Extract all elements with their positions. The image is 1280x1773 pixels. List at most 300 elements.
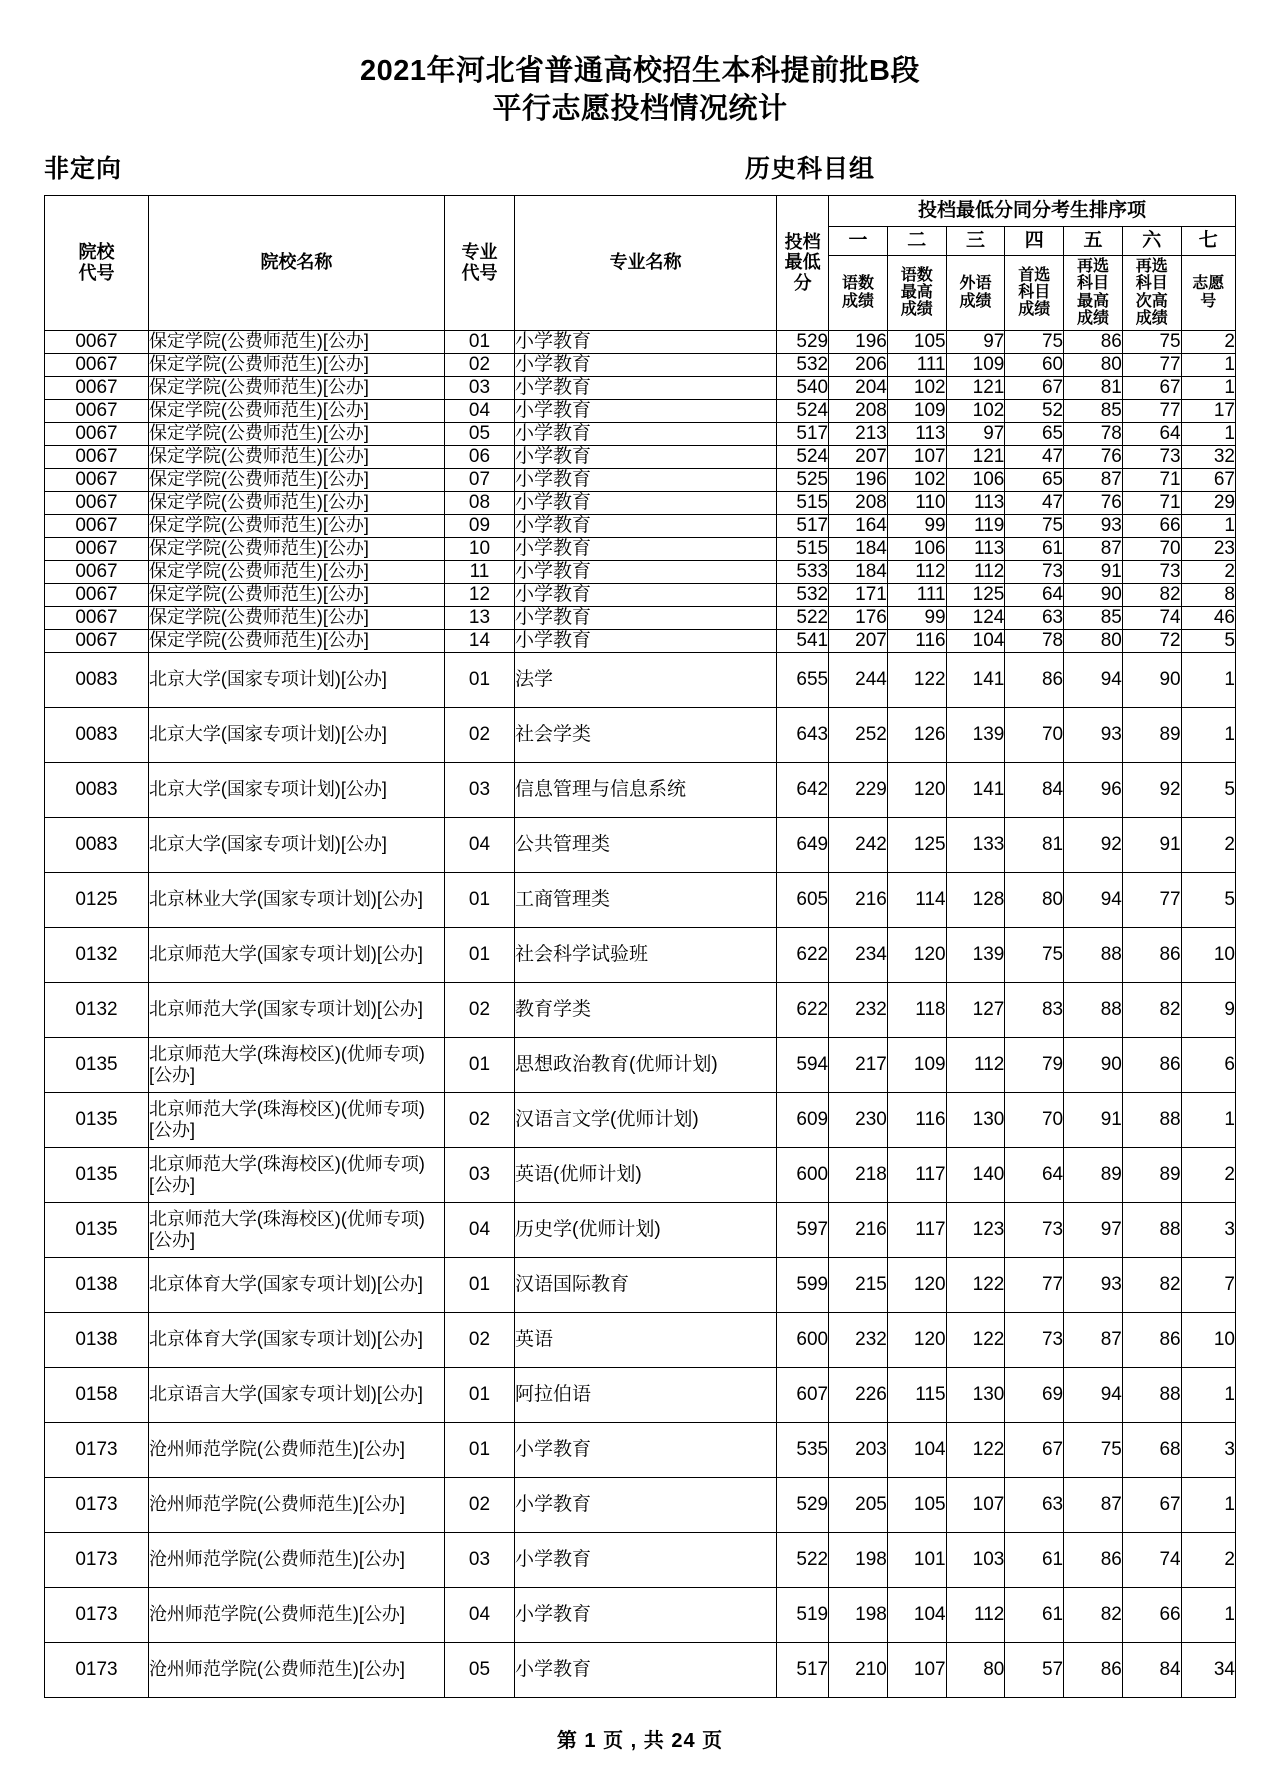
cell-score-reselect-second: 67 (1122, 1477, 1181, 1532)
cell-score-foreign: 112 (946, 1587, 1005, 1642)
title-line-2: 平行志愿投档情况统计 (492, 93, 788, 126)
cell-major-code: 02 (444, 707, 514, 762)
cell-score-yushu: 215 (829, 1257, 888, 1312)
cell-score-first-subject: 61 (1005, 537, 1064, 560)
cell-score-yushu-max: 117 (887, 1202, 946, 1257)
cell-score-reselect-second: 88 (1122, 1367, 1181, 1422)
cell-major-code: 02 (444, 1477, 514, 1532)
col-sub-7-l1: 志愿 (1192, 275, 1225, 293)
col-sub-4-l3: 成绩 (1018, 301, 1051, 319)
cell-major-name: 工商管理类 (515, 872, 777, 927)
cell-score-foreign: 113 (946, 537, 1005, 560)
rank-num-1: 一 (829, 226, 888, 255)
cell-volunteer-number: 46 (1181, 606, 1235, 629)
cell-major-name: 小学教育 (515, 1587, 777, 1642)
cell-score-foreign: 104 (946, 629, 1005, 652)
cell-school-name: 北京师范大学(珠海校区)(优师专项)[公办] (148, 1202, 444, 1257)
cell-score-yushu: 217 (829, 1037, 888, 1092)
cell-score-first-subject: 75 (1005, 330, 1064, 353)
cell-volunteer-number: 6 (1181, 1037, 1235, 1092)
table-row (45, 1587, 1236, 1642)
cell-major-name: 小学教育 (515, 353, 777, 376)
cell-score-yushu: 216 (829, 872, 888, 927)
cell-school-code: 0067 (45, 376, 149, 399)
cell-score-yushu: 213 (829, 422, 888, 445)
col-school-name: 院校名称 (148, 195, 444, 330)
cell-score-reselect-max: 96 (1064, 762, 1123, 817)
cell-score-yushu: 210 (829, 1642, 888, 1697)
cell-score-reselect-max: 76 (1064, 445, 1123, 468)
cell-score-yushu: 229 (829, 762, 888, 817)
cell-major-name: 英语 (515, 1312, 777, 1367)
cell-major-name: 小学教育 (515, 537, 777, 560)
cell-volunteer-number: 1 (1181, 1477, 1235, 1532)
cell-score-yushu: 176 (829, 606, 888, 629)
cell-score-reselect-max: 85 (1064, 606, 1123, 629)
cell-score-yushu-max: 109 (887, 399, 946, 422)
table-row (45, 762, 1236, 817)
cell-score-first-subject: 73 (1005, 560, 1064, 583)
cell-school-code: 0067 (45, 491, 149, 514)
cell-volunteer-number: 5 (1181, 872, 1235, 927)
cell-major-name: 小学教育 (515, 330, 777, 353)
col-sub-5-l4: 成绩 (1076, 309, 1109, 327)
cell-score-reselect-max: 91 (1064, 1092, 1123, 1147)
cell-score-yushu-max: 116 (887, 629, 946, 652)
cell-score-reselect-max: 87 (1064, 1477, 1123, 1532)
cell-major-code: 11 (444, 560, 514, 583)
col-sub-5 (1064, 255, 1123, 330)
cell-min-score: 643 (777, 707, 829, 762)
table-row (45, 982, 1236, 1037)
cell-school-code: 0067 (45, 606, 149, 629)
cell-major-code: 01 (444, 927, 514, 982)
cell-score-reselect-second: 74 (1122, 606, 1181, 629)
cell-major-name: 信息管理与信息系统 (515, 762, 777, 817)
col-sub-2 (887, 255, 946, 330)
cell-major-name: 小学教育 (515, 514, 777, 537)
cell-score-first-subject: 73 (1005, 1202, 1064, 1257)
cell-major-name: 汉语言文学(优师计划) (515, 1092, 777, 1147)
cell-school-name: 保定学院(公费师范生)[公办] (148, 353, 444, 376)
cell-score-foreign: 141 (946, 652, 1005, 707)
cell-score-yushu: 196 (829, 330, 888, 353)
cell-major-code: 02 (444, 982, 514, 1037)
cell-min-score: 517 (777, 422, 829, 445)
cell-school-name: 沧州师范学院(公费师范生)[公办] (148, 1422, 444, 1477)
cell-score-foreign: 122 (946, 1257, 1005, 1312)
cell-school-code: 0083 (45, 762, 149, 817)
table-row (45, 468, 1236, 491)
cell-score-foreign: 119 (946, 514, 1005, 537)
cell-score-reselect-second: 75 (1122, 330, 1181, 353)
cell-school-code: 0138 (45, 1312, 149, 1367)
cell-school-code: 0173 (45, 1477, 149, 1532)
cell-score-yushu-max: 120 (887, 1257, 946, 1312)
cell-volunteer-number: 10 (1181, 927, 1235, 982)
cell-school-name: 沧州师范学院(公费师范生)[公办] (148, 1477, 444, 1532)
cell-score-reselect-second: 71 (1122, 468, 1181, 491)
table-row (45, 1367, 1236, 1422)
cell-score-reselect-max: 87 (1064, 468, 1123, 491)
cell-score-reselect-max: 92 (1064, 817, 1123, 872)
cell-score-yushu-max: 104 (887, 1422, 946, 1477)
cell-min-score: 622 (777, 982, 829, 1037)
cell-score-first-subject: 64 (1005, 583, 1064, 606)
cell-score-reselect-second: 86 (1122, 1312, 1181, 1367)
cell-score-yushu: 205 (829, 1477, 888, 1532)
cell-score-foreign: 112 (946, 1037, 1005, 1092)
cell-major-code: 08 (444, 491, 514, 514)
title-line-1: 2021年河北省普通高校招生本科提前批B段 (360, 55, 920, 87)
cell-school-name: 北京语言大学(国家专项计划)[公办] (148, 1367, 444, 1422)
cell-min-score: 532 (777, 353, 829, 376)
cell-major-name: 小学教育 (515, 1532, 777, 1587)
cell-score-first-subject: 75 (1005, 514, 1064, 537)
cell-score-yushu-max: 106 (887, 537, 946, 560)
cell-major-code: 06 (444, 445, 514, 468)
cell-score-reselect-second: 86 (1122, 927, 1181, 982)
table-header (45, 195, 1236, 330)
cell-school-name: 保定学院(公费师范生)[公办] (148, 606, 444, 629)
cell-major-code: 01 (444, 1037, 514, 1092)
cell-score-foreign: 133 (946, 817, 1005, 872)
col-school-code-l2: 代号 (78, 262, 115, 283)
cell-score-reselect-second: 88 (1122, 1092, 1181, 1147)
cell-min-score: 605 (777, 872, 829, 927)
cell-score-yushu-max: 99 (887, 514, 946, 537)
cell-school-code: 0067 (45, 399, 149, 422)
col-min-score-l1: 投档 (784, 232, 821, 253)
cell-score-reselect-second: 77 (1122, 872, 1181, 927)
table-row (45, 514, 1236, 537)
cell-school-code: 0135 (45, 1147, 149, 1202)
col-school-code-l1: 院校 (78, 242, 115, 263)
cell-score-first-subject: 67 (1005, 376, 1064, 399)
cell-volunteer-number: 10 (1181, 1312, 1235, 1367)
cell-school-name: 北京师范大学(国家专项计划)[公办] (148, 982, 444, 1037)
cell-major-code: 04 (444, 817, 514, 872)
cell-score-reselect-max: 88 (1064, 927, 1123, 982)
cell-major-name: 思想政治教育(优师计划) (515, 1037, 777, 1092)
cell-school-name: 保定学院(公费师范生)[公办] (148, 560, 444, 583)
cell-score-reselect-second: 90 (1122, 652, 1181, 707)
cell-score-reselect-second: 64 (1122, 422, 1181, 445)
cell-major-name: 小学教育 (515, 560, 777, 583)
cell-major-code: 13 (444, 606, 514, 629)
col-major-code-l2: 代号 (461, 262, 498, 283)
cell-volunteer-number: 5 (1181, 762, 1235, 817)
table-row (45, 1147, 1236, 1202)
cell-score-foreign: 109 (946, 353, 1005, 376)
cell-score-reselect-second: 67 (1122, 376, 1181, 399)
cell-school-code: 0132 (45, 927, 149, 982)
table-row (45, 1422, 1236, 1477)
cell-volunteer-number: 1 (1181, 652, 1235, 707)
cell-score-reselect-max: 94 (1064, 652, 1123, 707)
cell-volunteer-number: 2 (1181, 1532, 1235, 1587)
cell-score-first-subject: 65 (1005, 468, 1064, 491)
cell-min-score: 599 (777, 1257, 829, 1312)
cell-score-first-subject: 47 (1005, 491, 1064, 514)
cell-score-foreign: 127 (946, 982, 1005, 1037)
cell-major-code: 01 (444, 872, 514, 927)
cell-major-code: 05 (444, 422, 514, 445)
cell-score-reselect-max: 80 (1064, 629, 1123, 652)
cell-score-first-subject: 80 (1005, 872, 1064, 927)
cell-score-first-subject: 70 (1005, 707, 1064, 762)
cell-score-yushu-max: 104 (887, 1587, 946, 1642)
col-sub-5-l1: 再选 (1076, 258, 1109, 275)
cell-score-yushu: 207 (829, 629, 888, 652)
cell-score-reselect-second: 74 (1122, 1532, 1181, 1587)
cell-score-foreign: 123 (946, 1202, 1005, 1257)
cell-score-reselect-max: 86 (1064, 1642, 1123, 1697)
cell-score-foreign: 130 (946, 1092, 1005, 1147)
cell-major-name: 小学教育 (515, 491, 777, 514)
cell-major-name: 小学教育 (515, 422, 777, 445)
cell-score-yushu: 204 (829, 376, 888, 399)
cell-school-name: 北京体育大学(国家专项计划)[公办] (148, 1312, 444, 1367)
col-sub-7 (1181, 255, 1235, 330)
cell-score-reselect-max: 85 (1064, 399, 1123, 422)
cell-score-yushu-max: 120 (887, 927, 946, 982)
cell-school-code: 0067 (45, 468, 149, 491)
cell-volunteer-number: 67 (1181, 468, 1235, 491)
cell-min-score: 524 (777, 399, 829, 422)
col-sub-4-l1: 首选 (1018, 266, 1051, 284)
cell-major-code: 03 (444, 1147, 514, 1202)
cell-min-score: 529 (777, 1477, 829, 1532)
table-row (45, 560, 1236, 583)
cell-volunteer-number: 2 (1181, 817, 1235, 872)
cell-score-yushu-max: 102 (887, 468, 946, 491)
cell-school-code: 0173 (45, 1587, 149, 1642)
cell-school-name: 保定学院(公费师范生)[公办] (148, 583, 444, 606)
cell-school-code: 0067 (45, 445, 149, 468)
col-sub-1 (829, 255, 888, 330)
cell-score-foreign: 103 (946, 1532, 1005, 1587)
cell-school-name: 北京大学(国家专项计划)[公办] (148, 707, 444, 762)
cell-score-reselect-second: 86 (1122, 1037, 1181, 1092)
col-sub-2-l1: 语数 (900, 266, 933, 284)
col-sub-1-l2: 成绩 (841, 292, 874, 310)
cell-score-first-subject: 81 (1005, 817, 1064, 872)
cell-score-yushu-max: 120 (887, 762, 946, 817)
cell-min-score: 522 (777, 606, 829, 629)
cell-volunteer-number: 2 (1181, 560, 1235, 583)
cell-score-yushu: 234 (829, 927, 888, 982)
cell-school-code: 0173 (45, 1422, 149, 1477)
cell-score-foreign: 128 (946, 872, 1005, 927)
table-row (45, 817, 1236, 872)
table-row (45, 1257, 1236, 1312)
cell-major-code: 02 (444, 353, 514, 376)
cell-major-code: 09 (444, 514, 514, 537)
cell-score-reselect-second: 89 (1122, 1147, 1181, 1202)
cell-score-yushu: 226 (829, 1367, 888, 1422)
col-group-tiebreak: 投档最低分同分考生排序项 (829, 195, 1236, 226)
cell-score-first-subject: 79 (1005, 1037, 1064, 1092)
cell-score-reselect-second: 72 (1122, 629, 1181, 652)
cell-major-code: 03 (444, 762, 514, 817)
cell-score-first-subject: 75 (1005, 927, 1064, 982)
cell-score-foreign: 130 (946, 1367, 1005, 1422)
col-sub-7-l2: 号 (1200, 292, 1217, 310)
cell-score-reselect-max: 88 (1064, 982, 1123, 1037)
cell-major-code: 14 (444, 629, 514, 652)
cell-score-yushu: 232 (829, 1312, 888, 1367)
col-major-code (444, 195, 514, 330)
cell-score-first-subject: 47 (1005, 445, 1064, 468)
cell-major-code: 03 (444, 1532, 514, 1587)
cell-min-score: 622 (777, 927, 829, 982)
table-row (45, 330, 1236, 353)
cell-score-reselect-second: 77 (1122, 353, 1181, 376)
cell-score-first-subject: 63 (1005, 606, 1064, 629)
cell-major-code: 01 (444, 652, 514, 707)
cell-score-first-subject: 77 (1005, 1257, 1064, 1312)
table-row (45, 422, 1236, 445)
cell-school-name: 保定学院(公费师范生)[公办] (148, 422, 444, 445)
cell-score-reselect-second: 91 (1122, 817, 1181, 872)
cell-volunteer-number: 1 (1181, 353, 1235, 376)
cell-score-foreign: 97 (946, 330, 1005, 353)
cell-volunteer-number: 3 (1181, 1422, 1235, 1477)
col-sub-4 (1005, 255, 1064, 330)
cell-score-foreign: 121 (946, 445, 1005, 468)
cell-school-name: 北京师范大学(珠海校区)(优师专项)[公办] (148, 1037, 444, 1092)
cell-score-reselect-second: 88 (1122, 1202, 1181, 1257)
cell-major-name: 小学教育 (515, 399, 777, 422)
cell-min-score: 525 (777, 468, 829, 491)
cell-min-score: 609 (777, 1092, 829, 1147)
table-row (45, 491, 1236, 514)
cell-min-score: 535 (777, 1422, 829, 1477)
cell-major-code: 01 (444, 330, 514, 353)
cell-volunteer-number: 1 (1181, 514, 1235, 537)
table-row (45, 537, 1236, 560)
cell-school-code: 0067 (45, 330, 149, 353)
cell-school-code: 0083 (45, 817, 149, 872)
cell-score-foreign: 139 (946, 927, 1005, 982)
cell-volunteer-number: 3 (1181, 1202, 1235, 1257)
cell-score-first-subject: 64 (1005, 1147, 1064, 1202)
cell-min-score: 522 (777, 1532, 829, 1587)
cell-school-name: 保定学院(公费师范生)[公办] (148, 491, 444, 514)
cell-score-yushu: 184 (829, 560, 888, 583)
cell-school-code: 0067 (45, 629, 149, 652)
cell-score-first-subject: 57 (1005, 1642, 1064, 1697)
table-row (45, 1092, 1236, 1147)
cell-min-score: 515 (777, 491, 829, 514)
cell-school-code: 0158 (45, 1367, 149, 1422)
cell-school-name: 保定学院(公费师范生)[公办] (148, 445, 444, 468)
cell-score-yushu-max: 122 (887, 652, 946, 707)
cell-score-yushu: 196 (829, 468, 888, 491)
table-row (45, 1477, 1236, 1532)
rank-num-5: 五 (1064, 226, 1123, 255)
cell-major-code: 04 (444, 1202, 514, 1257)
col-sub-2-l2: 最高 (900, 283, 933, 301)
cell-min-score: 600 (777, 1312, 829, 1367)
cell-major-code: 04 (444, 399, 514, 422)
cell-score-reselect-max: 87 (1064, 537, 1123, 560)
cell-score-reselect-second: 82 (1122, 583, 1181, 606)
rank-num-4: 四 (1005, 226, 1064, 255)
table-row (45, 1037, 1236, 1092)
cell-score-reselect-second: 77 (1122, 399, 1181, 422)
cell-school-name: 保定学院(公费师范生)[公办] (148, 376, 444, 399)
rank-num-3: 三 (946, 226, 1005, 255)
cell-score-reselect-max: 97 (1064, 1202, 1123, 1257)
cell-score-reselect-second: 73 (1122, 445, 1181, 468)
cell-score-first-subject: 70 (1005, 1092, 1064, 1147)
cell-score-yushu: 171 (829, 583, 888, 606)
cell-school-name: 保定学院(公费师范生)[公办] (148, 514, 444, 537)
cell-school-name: 北京大学(国家专项计划)[公办] (148, 817, 444, 872)
cell-school-code: 0132 (45, 982, 149, 1037)
cell-score-reselect-second: 82 (1122, 1257, 1181, 1312)
page-title (44, 0, 1236, 129)
cell-score-yushu-max: 120 (887, 1312, 946, 1367)
cell-volunteer-number: 1 (1181, 1587, 1235, 1642)
cell-score-yushu-max: 117 (887, 1147, 946, 1202)
cell-score-yushu: 218 (829, 1147, 888, 1202)
cell-score-yushu-max: 112 (887, 560, 946, 583)
cell-volunteer-number: 8 (1181, 583, 1235, 606)
cell-school-name: 沧州师范学院(公费师范生)[公办] (148, 1642, 444, 1697)
cell-score-yushu-max: 107 (887, 445, 946, 468)
cell-score-first-subject: 63 (1005, 1477, 1064, 1532)
cell-score-first-subject: 69 (1005, 1367, 1064, 1422)
col-sub-3 (946, 255, 1005, 330)
cell-score-reselect-max: 78 (1064, 422, 1123, 445)
cell-min-score: 517 (777, 514, 829, 537)
cell-school-code: 0135 (45, 1092, 149, 1147)
cell-school-name: 北京师范大学(珠海校区)(优师专项)[公办] (148, 1147, 444, 1202)
cell-major-name: 公共管理类 (515, 817, 777, 872)
cell-score-yushu: 164 (829, 514, 888, 537)
col-sub-3-l2: 成绩 (959, 292, 992, 310)
cell-score-yushu-max: 116 (887, 1092, 946, 1147)
cell-score-reselect-max: 94 (1064, 1367, 1123, 1422)
cell-score-foreign: 112 (946, 560, 1005, 583)
cell-major-name: 教育学类 (515, 982, 777, 1037)
table-row (45, 872, 1236, 927)
cell-school-name: 沧州师范学院(公费师范生)[公办] (148, 1587, 444, 1642)
cell-min-score: 541 (777, 629, 829, 652)
cell-score-yushu: 242 (829, 817, 888, 872)
cell-min-score: 532 (777, 583, 829, 606)
cell-school-name: 保定学院(公费师范生)[公办] (148, 468, 444, 491)
cell-score-reselect-second: 73 (1122, 560, 1181, 583)
cell-score-reselect-max: 91 (1064, 560, 1123, 583)
cell-score-reselect-max: 89 (1064, 1147, 1123, 1202)
cell-score-reselect-second: 89 (1122, 707, 1181, 762)
cell-major-name: 小学教育 (515, 445, 777, 468)
cell-major-name: 社会学类 (515, 707, 777, 762)
cell-school-name: 保定学院(公费师范生)[公办] (148, 330, 444, 353)
cell-volunteer-number: 1 (1181, 422, 1235, 445)
cell-score-yushu: 232 (829, 982, 888, 1037)
cell-school-code: 0083 (45, 652, 149, 707)
cell-score-foreign: 122 (946, 1422, 1005, 1477)
cell-score-yushu: 208 (829, 399, 888, 422)
col-min-score-l3: 分 (793, 272, 812, 293)
cell-min-score: 649 (777, 817, 829, 872)
cell-score-reselect-second: 70 (1122, 537, 1181, 560)
